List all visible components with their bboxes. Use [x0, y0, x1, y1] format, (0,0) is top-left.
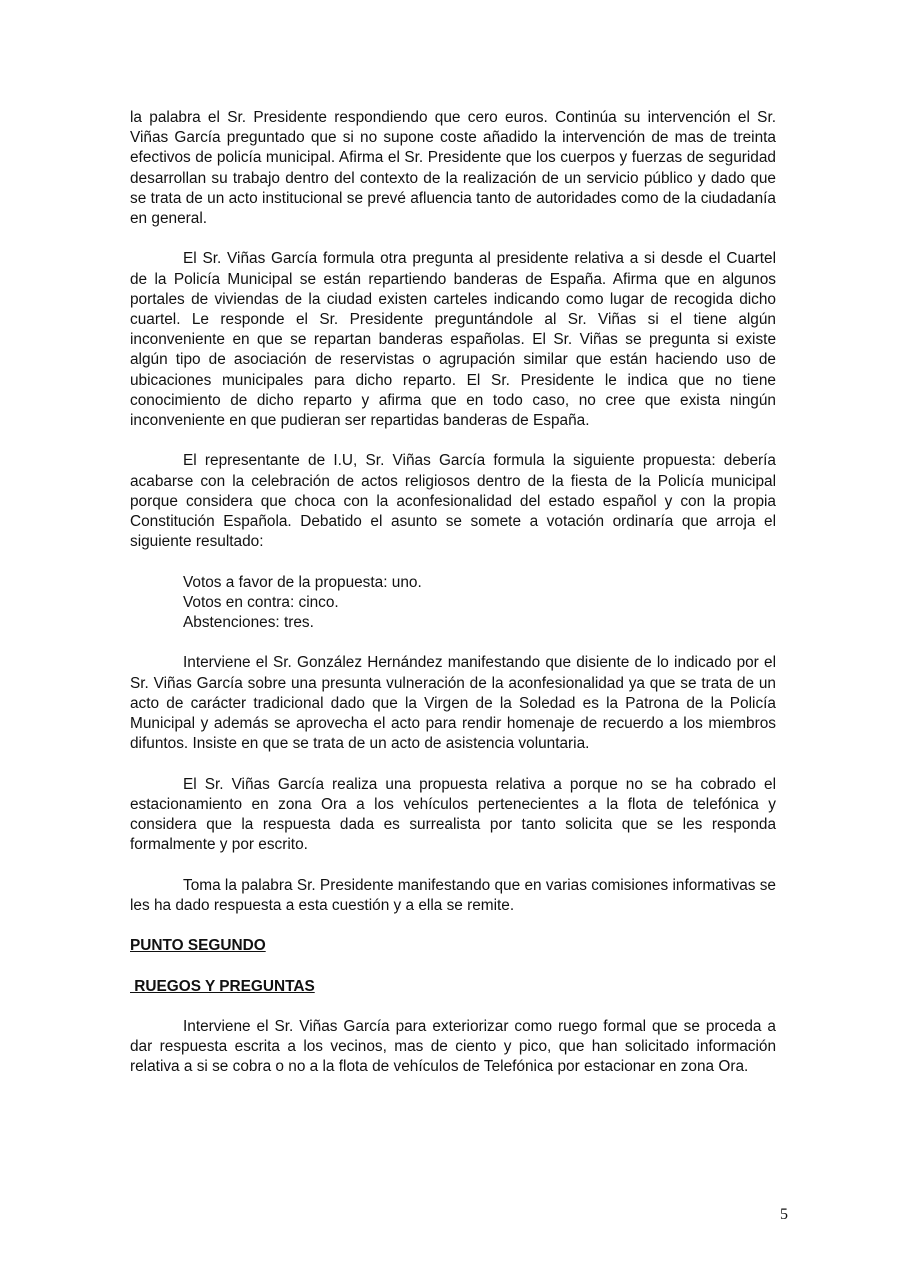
vote-against: Votos en contra: cinco.: [183, 593, 339, 611]
vote-in-favor: Votos a favor de la propuesta: uno.: [183, 573, 422, 591]
subsection-heading: RUEGOS Y PREGUNTAS: [130, 977, 315, 995]
document-page: [130, 108, 776, 1098]
paragraph-president-remit: Toma la palabra Sr. Presidente manifestando que en varias comisiones informativas se les ha dado respuesta a esta cuestión y a ella se remite.: [130, 876, 776, 914]
paragraph-gonzalez-intervention: Interviene el Sr. González Hernández manifestando que disiente de lo indicado por el Sr. Viñas García sobre una presunta vulneración de la aconfesionalidad ya que se trata de un acto de carácter tradicional dado que la Virgen de la Soledad es la Patrona de la Policía Municipal y además se aprovecha el acto para rendir homenaje de recuerdo a los miembros difuntos. Insiste en que se trata de un acto de asistencia voluntaria.: [130, 654, 776, 753]
paragraph-ora-parking-proposal: El Sr. Viñas García realiza una propuesta relativa a porque no se ha cobrado el estacionamiento en zona Ora a los vehículos pertenecientes a la flota de telefónica y considera que la respuesta dada es surrealista por tanto solicita que se les responda formalmente y por escrito.: [130, 775, 776, 854]
vote-results-list: [183, 573, 776, 634]
paragraph-flags-question: El Sr. Viñas García formula otra pregunta al presidente relativa a si desde el Cuartel de la Policía Municipal se están repartiendo banderas de España. Afirma que en algunos portales de viviendas de la ciudad existen carteles indicando como lugar de recogida dicho cuartel. Le responde el Sr. Presidente preguntándole al Sr. Viñas si el tiene algún inconveniente en que se repartan banderas españolas. El Sr. Viñas se pregunta si existe algún tipo de asociación de reservistas o agrupación similar que están haciendo uso de ubicaciones municipales para dicho reparto. El Sr. Presidente le indica que no tiene conocimiento de dicho reparto y afirma que en todo caso, no cree que exista ningún inconveniente en que pudieran ser repartidas banderas de España.: [130, 250, 776, 430]
section-heading: PUNTO SEGUNDO: [130, 937, 266, 955]
paragraph-president-response: la palabra el Sr. Presidente respondiendo que cero euros. Continúa su intervención el Sr. Viñas García preguntado que si no supone coste añadido la intervención de mas de treinta efectivos de policía municipal. Afirma el Sr. Presidente que los cuerpos y fuerzas de seguridad desarrollan su trabajo dentro del contexto de la realización de un servicio público y dado que se trata de un acto institucional se prevé afluencia tanto de autoridades como de la ciudadanía en general.: [130, 109, 776, 228]
vote-abstentions: Abstenciones: tres.: [183, 614, 314, 632]
paragraph-formal-request: Interviene el Sr. Viñas García para exteriorizar como ruego formal que se proceda a dar respuesta escrita a los vecinos, mas de ciento y pico, que han solicitado información relativa a si se cobra o no a la flota de vehículos de Telefónica por estacionar en zona Ora.: [130, 1018, 776, 1076]
paragraph-iu-proposal: El representante de I.U, Sr. Viñas García formula la siguiente propuesta: debería acabarse con la celebración de actos religiosos dentro de la fiesta de la Policía municipal porque considera que choca con la aconfesionalidad del estado español y con la propia Constitución Española. Debatido el asunto se somete a votación ordinaría que arroja el siguiente resultado:: [130, 452, 776, 551]
page-number: 5: [780, 1206, 788, 1223]
